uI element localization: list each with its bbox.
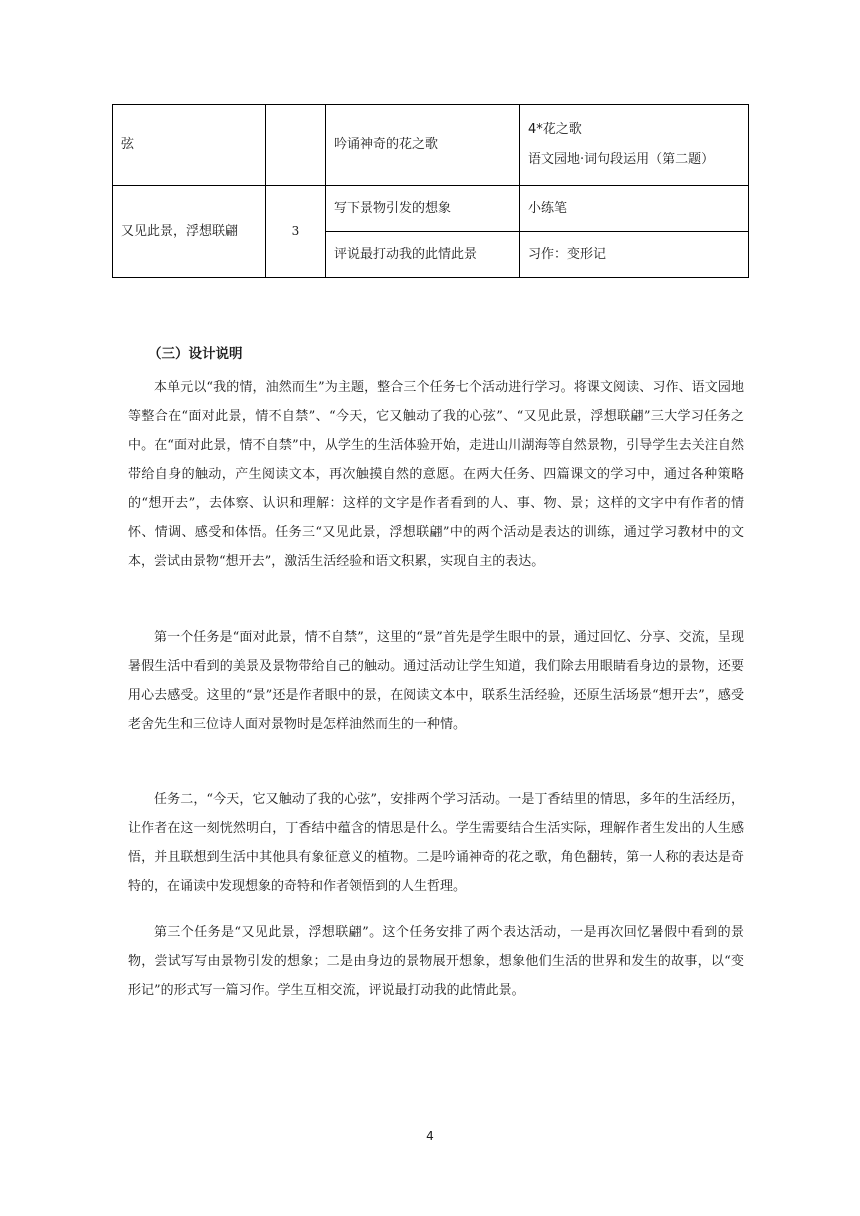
activity-cell: 吟诵神奇的花之歌 — [326, 105, 520, 186]
activity-cell: 写下景物引发的想象 — [326, 186, 520, 232]
content-line: 语文园地·词句段运用（第二题） — [528, 152, 715, 167]
activity-cell: 评说最打动我的此情此景 — [326, 232, 520, 278]
body-paragraph: 第三个任务是“又见此景，浮想联翩”。这个任务安排了两个表达活动，一是再次回忆暑假中看到的景物，尝试写写由景物引发的想象；二是由身边的景物展开想象，想象他们生活的世界和发生的故事，以“变形记”的形式写一篇习作。学生互相交流，评说最打动我的此情此景。 — [128, 925, 744, 998]
unit-plan-table — [112, 104, 749, 278]
period-cell — [266, 105, 326, 186]
table-row — [113, 105, 749, 186]
body-paragraph: 任务二，“今天，它又触动了我的心弦”，安排两个学习活动。一是丁香结里的情思，多年的生活经历，让作者在这一刻恍然明白，丁香结中蕴含的情思是什么。学生需要结合生活实际，理解作者生发出的人生感悟，并且联想到生活中其他具有象征意义的植物。二是吟诵神奇的花之歌，角色翻转，第一人称的表达是奇特的，在诵读中发现想象的奇特和作者领悟到的人生哲理。 — [128, 792, 744, 894]
body-paragraph: 本单元以“我的情，油然而生”为主题，整合三个任务七个活动进行学习。将课文阅读、习作、语文园地等整合在“面对此景，情不自禁”、“今天，它又触动了我的心弦”、“又见此景，浮想联翩”三大学习任务之中。在“面对此景，情不自禁”中，从学生的生活体验开始，走进山川湖海等自然景物，引导学生去关注自然带给自身的触动，产生阅读文本，再次触摸自然的意愿。在两大任务、四篇课文的学习中，通过各种策略的“想开去”，去体察、认识和理解：这样的文字是作者看到的人、事、物、景；这样的文字中有作者的情怀、情调、感受和体悟。任务三“又见此景，浮想联翩”中的两个活动是表达的训练，通过学习教材中的文本，尝试由景物“想开去”，激活生活经验和语文积累，实现自主的表达。 — [128, 380, 744, 569]
content-cell: 小练笔 — [520, 186, 749, 232]
content-line: 4*花之歌 — [528, 122, 582, 138]
body-paragraph: 第一个任务是“面对此景，情不自禁”，这里的“景”首先是学生眼中的景，通过回忆、分享、交流，呈现暑假生活中看到的美景及景物带给自己的触动。通过活动让学生知道，我们除去用眼睛看身边的景物，还要用心去感受。这里的“景”还是作者眼中的景，在阅读文本中，联系生活经验，还原生活场景“想开去”，感受老舍先生和三位诗人面对景物时是怎样油然而生的一种情。 — [128, 630, 744, 732]
period-cell: 3 — [266, 186, 326, 278]
task-cell: 又见此景，浮想联翩 — [113, 186, 266, 278]
table-row — [113, 186, 749, 232]
page-number: 4 — [426, 1129, 434, 1143]
section-heading: （三）设计说明 — [148, 346, 243, 362]
content-cell — [520, 105, 749, 186]
content-cell: 习作：变形记 — [520, 232, 749, 278]
task-cell: 弦 — [113, 105, 266, 186]
